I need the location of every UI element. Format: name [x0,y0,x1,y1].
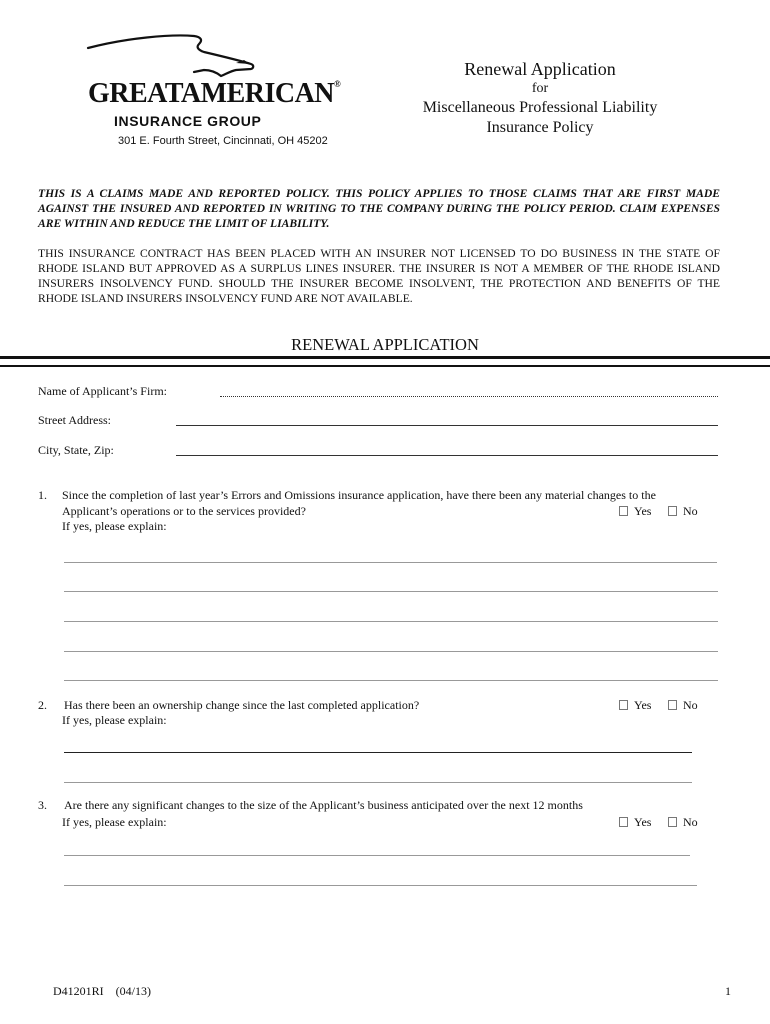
question-2-no-option[interactable]: No [668,698,698,713]
question-3-number: 3. [38,798,47,812]
document-title-block [400,58,680,138]
question-1-answer-line[interactable] [64,591,718,592]
document-title: Renewal Application [464,59,616,79]
claims-made-notice: THIS IS A CLAIMS MADE AND REPORTED POLICY. THIS POLICY APPLIES TO THOSE CLAIMS THAT ARE FIRST MADE AGAINST THE INSURED AND REPORTED IN WRITING TO THE COMPANY DURING THE POLICY PERIOD. CLAIM EXPENSES ARE WITHIN AND REDUCE THE LIMIT OF LIABILITY. [38,187,720,230]
question-3-explain-label: If yes, please explain: [62,815,167,829]
firm-name-label: Name of Applicant’s Firm: [38,384,167,398]
question-2-explain-label: If yes, please explain: [62,713,167,727]
question-2-answer-line[interactable] [64,752,692,753]
question-1-text-line1: Since the completion of last year’s Errors and Omissions insurance application, have there been any material changes to the [62,488,656,502]
question-3-answer-line[interactable] [64,885,697,886]
form-date: (04/13) [115,984,151,998]
surplus-lines-notice: THIS INSURANCE CONTRACT HAS BEEN PLACED WITH AN INSURER NOT LICENSED TO DO BUSINESS IN THE STATE OF RHODE ISLAND BUT APPROVED AS A SURPLUS LINES INSURER. THE INSURER IS NOT A MEMBER OF THE RHODE ISLAND INSURERS INSOLVENCY FUND. SHOULD THE INSURER BECOME INSOLVENT, THE PROTECTION AND BENEFITS OF THE RHODE ISLAND INSURERS INSOLVENCY FUND ARE NOT AVAILABLE. [38,247,720,305]
question-2-text: Has there been an ownership change since the last completed application? [64,698,420,712]
question-2-no-checkbox[interactable] [668,700,677,710]
question-1-no-option[interactable]: No [668,504,698,519]
question-3-yes-option[interactable]: Yes [619,815,651,830]
question-1-no-checkbox[interactable] [668,506,677,516]
question-1-answer-line[interactable] [64,651,718,652]
registered-mark: ® [334,79,341,89]
question-2-number: 2. [38,698,47,712]
divider-thin [0,365,770,367]
company-address: 301 E. Fourth Street, Cincinnati, OH 45202 [118,135,328,147]
section-title: RENEWAL APPLICATION [291,335,479,354]
question-1-answer-line[interactable] [64,562,717,563]
question-3-text: Are there any significant changes to the size of the Applicant’s business anticipated over the next 12 months [64,798,583,812]
question-1-answer-line[interactable] [64,680,718,681]
question-1-yes-checkbox[interactable] [619,506,628,516]
question-2-yes-checkbox[interactable] [619,700,628,710]
brand-subtitle: INSURANCE GROUP [114,113,262,129]
city-state-zip-label: City, State, Zip: [38,443,114,457]
question-1-yes-option[interactable]: Yes [619,504,651,519]
document-subtitle-line1: Miscellaneous Professional Liability [422,99,658,116]
form-code [53,984,151,999]
street-address-field[interactable] [176,425,718,426]
question-1-answer-line[interactable] [64,621,718,622]
city-state-zip-field[interactable] [176,455,718,456]
question-3-yes-checkbox[interactable] [619,817,628,827]
question-3-no-option[interactable]: No [668,815,698,830]
page-number: 1 [725,984,731,998]
question-2-yes-option[interactable]: Yes [619,698,651,713]
question-2-answer-line[interactable] [64,782,692,783]
firm-name-field[interactable] [220,396,718,397]
question-3-answer-line[interactable] [64,855,690,856]
question-3-no-checkbox[interactable] [668,817,677,827]
question-1-number: 1. [38,488,47,502]
street-address-label: Street Address: [38,413,111,427]
document-subtitle-line2: Insurance Policy [486,119,594,136]
brand-name: GREATAMERICAN® [88,78,341,109]
divider-thick [0,356,770,359]
question-1-explain-label: If yes, please explain: [62,519,167,533]
question-1-text-line2: Applicant’s operations or to the services provided? [62,504,306,518]
title-for: for [531,81,549,96]
form-code-number: D41201RI [53,984,104,998]
